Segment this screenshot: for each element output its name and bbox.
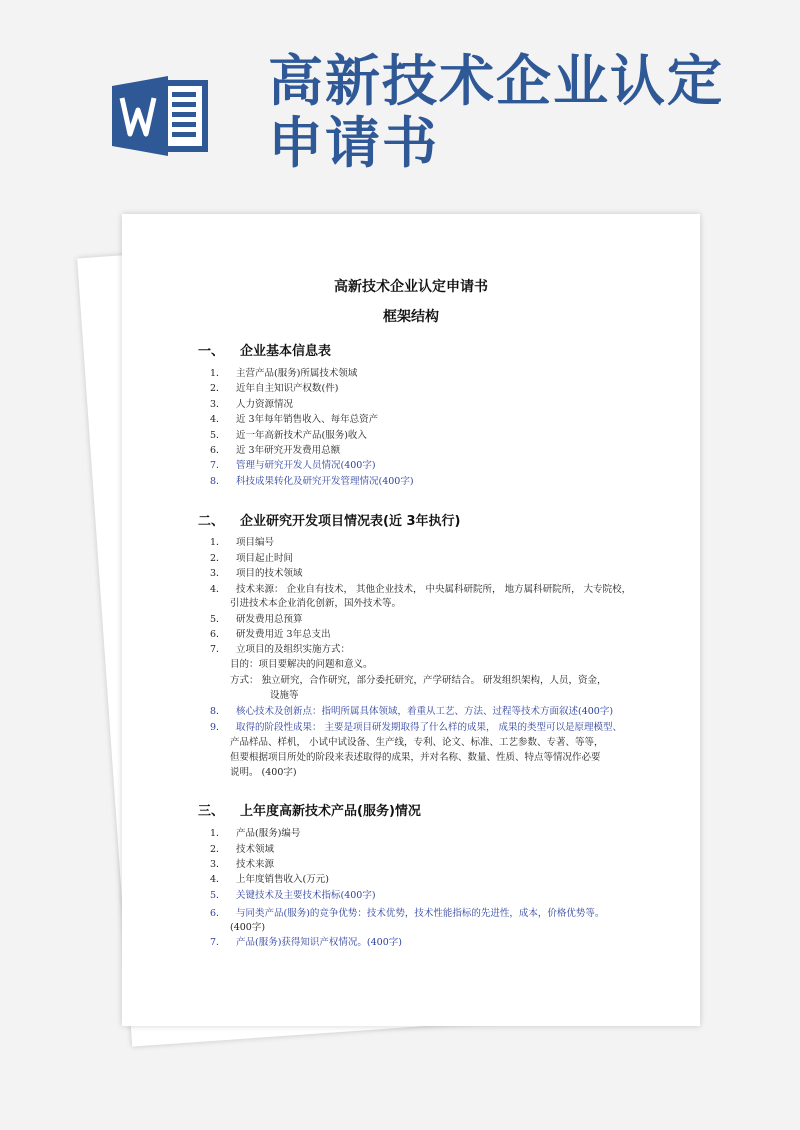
list-item-number: 1． bbox=[210, 828, 226, 839]
list-item-number: 3． bbox=[210, 568, 226, 579]
list-item-continuation: (400字) bbox=[230, 922, 266, 933]
list-item-text: 近年自主知识产权数(件) bbox=[236, 383, 339, 394]
list-item-continuation: 说明。 (400字) bbox=[230, 767, 297, 778]
list-item-number: 3． bbox=[210, 399, 226, 410]
list-item-number: 7． bbox=[210, 937, 226, 948]
list-item-text: 研发费用近 3年总支出 bbox=[236, 629, 331, 640]
list-item-number: 5． bbox=[210, 614, 226, 625]
section-heading bbox=[198, 510, 460, 529]
list-item-text: 上年度销售收入(万元) bbox=[236, 874, 329, 885]
section-title: 企业研究开发项目情况表(近 3年执行) bbox=[240, 514, 461, 529]
list-item-text: 人力资源情况 bbox=[236, 399, 294, 410]
section-number: 二、 bbox=[198, 514, 225, 529]
list-item-continuation: 但要根据项目所处的阶段来表述取得的成果，并对名称、数量、性质、特点等情况作必要 bbox=[230, 752, 601, 763]
list-item-text: 产品(服务)获得知识产权情况。(400字) bbox=[236, 937, 402, 948]
list-item-text: 技术领域 bbox=[236, 844, 275, 855]
list-item-number: 4． bbox=[210, 584, 226, 595]
list-item-number: 3． bbox=[210, 859, 226, 870]
list-item-number: 9． bbox=[210, 722, 226, 733]
list-item-text: 技术来源： 企业自有技术， 其他企业技术， 中央属科研院所， 地方属科研院所， 大专院校， bbox=[236, 584, 632, 595]
list-item-number: 5． bbox=[210, 430, 226, 441]
list-item-text: 近 3年每年销售收入、每年总资产 bbox=[236, 414, 379, 425]
list-item-number: 7． bbox=[210, 644, 226, 655]
list-item-number: 7． bbox=[210, 460, 226, 471]
list-item-number: 5． bbox=[210, 890, 226, 901]
section-title: 上年度高新技术产品(服务)情况 bbox=[240, 804, 421, 819]
list-item-text: 管理与研究开发人员情况(400字) bbox=[236, 460, 376, 471]
list-item-text: 关键技术及主要技术指标(400字) bbox=[236, 890, 376, 901]
page-title-line2: 申请书 bbox=[268, 111, 440, 175]
section-heading bbox=[198, 800, 421, 819]
list-item-continuation: 目的：项目要解决的问题和意义。 bbox=[230, 659, 373, 670]
section-number: 一、 bbox=[198, 344, 225, 359]
page-title-line1: 高新技术企业认定 bbox=[268, 49, 725, 113]
list-item-continuation: 设施等 bbox=[270, 690, 299, 701]
list-item-number: 6． bbox=[210, 629, 226, 640]
list-item-number: 2． bbox=[210, 553, 226, 564]
list-item-number: 4． bbox=[210, 414, 226, 425]
list-item-number: 1． bbox=[210, 537, 226, 548]
list-item-number: 1． bbox=[210, 368, 226, 379]
section-number: 三、 bbox=[198, 804, 225, 819]
list-item-text: 取得的阶段性成果： 主要是项目研发期取得了什么样的成果， 成果的类型可以是原理模型、 bbox=[236, 722, 623, 733]
list-item-text: 项目编号 bbox=[236, 537, 275, 548]
list-item-number: 2． bbox=[210, 383, 226, 394]
list-item-number: 8． bbox=[210, 476, 226, 487]
word-icon bbox=[112, 76, 212, 156]
list-item-number: 6． bbox=[210, 908, 226, 919]
list-item-text: 立项目的及组织实施方式： bbox=[236, 644, 351, 655]
page-title bbox=[268, 50, 724, 174]
list-item-text: 项目的技术领域 bbox=[236, 568, 303, 579]
list-item-text: 科技成果转化及研究开发管理情况(400字) bbox=[236, 476, 414, 487]
list-item-text: 与同类产品(服务)的竞争优势：技术优势，技术性能指标的先进性，成本，价格优势等。 bbox=[236, 908, 605, 919]
section-heading bbox=[198, 340, 331, 359]
list-item-continuation: 方式： 独立研究，合作研究，部分委托研究，产学研结合。 研发组织架构，人员，资金， bbox=[230, 675, 607, 686]
list-item-continuation: 引进技术本企业消化创新，国外技术等。 bbox=[230, 598, 402, 609]
list-item-text: 研发费用总预算 bbox=[236, 614, 303, 625]
list-item-text: 近一年高新技术产品(服务)收入 bbox=[236, 430, 367, 441]
list-item-number: 8． bbox=[210, 706, 226, 717]
list-item-continuation: 产品样品、样机， 小试中试设备、生产线，专利、论文、标准、工艺参数、专著、等等， bbox=[230, 737, 604, 748]
list-item-text: 主营产品(服务)所属技术领域 bbox=[236, 368, 358, 379]
section-title: 企业基本信息表 bbox=[240, 344, 332, 359]
list-item-number: 4． bbox=[210, 874, 226, 885]
list-item-number: 2． bbox=[210, 844, 226, 855]
list-item-text: 项目起止时间 bbox=[236, 553, 294, 564]
document-subtitle: 框架结构 bbox=[383, 309, 439, 325]
list-item-number: 6． bbox=[210, 445, 226, 456]
document-title: 高新技术企业认定申请书 bbox=[334, 279, 488, 295]
list-item-text: 核心技术及创新点：指明所属具体领域，着重从工艺、方法、过程等技术方面叙述(400字) bbox=[236, 706, 614, 717]
list-item-text: 技术来源 bbox=[236, 859, 275, 870]
list-item-text: 近 3年研究开发费用总额 bbox=[236, 445, 341, 456]
list-item-text: 产品(服务)编号 bbox=[236, 828, 301, 839]
document-page bbox=[122, 214, 700, 1026]
